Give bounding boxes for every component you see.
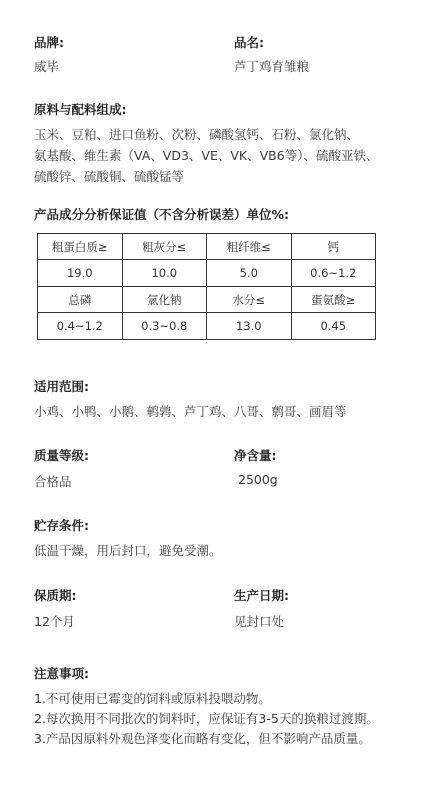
quality-value: 合格品 (34, 474, 72, 489)
scope-value: 小鸡、小鸭、小鹅、鹌鹑、芦丁鸡、八哥、鹩哥、画眉等 (34, 404, 347, 419)
table-cell: 粗蛋白质≥ (38, 234, 123, 260)
storage-value: 低温干燥，用后封口，避免受潮。 (34, 543, 222, 558)
analysis-table (37, 233, 376, 340)
ingredients-label: 原料与配料组成: (34, 102, 127, 117)
table-cell: 粗纤维≤ (207, 234, 292, 260)
note-item: 1.不可使用已霉变的饲料或原料投喂动物。 (34, 691, 271, 706)
table-row (38, 260, 376, 287)
net-content-value: 2500g (238, 472, 278, 487)
table-cell: 总磷 (38, 287, 123, 313)
production-date-label: 生产日期: (234, 588, 289, 603)
storage-label: 贮存条件: (34, 518, 89, 533)
shelf-life-label: 保质期: (34, 588, 77, 603)
table-row (38, 313, 376, 340)
brand-value: 威毕 (34, 59, 60, 74)
product-name-label: 品名: (234, 35, 264, 50)
note-item: 3.产品因原料外观色泽变化而略有变化，但不影响产品质量。 (34, 731, 371, 746)
production-date-value: 见封口处 (234, 614, 285, 629)
table-cell: 钙 (291, 234, 376, 260)
table-cell: 0.6~1.2 (291, 260, 376, 287)
table-cell: 10.0 (122, 260, 207, 287)
note-item: 2.每次换用不同批次的饲料时，应保证有3-5天的换粮过渡期。 (34, 711, 379, 726)
table-cell: 氯化钠 (122, 287, 207, 313)
table-cell: 水分≤ (207, 287, 292, 313)
table-cell: 13.0 (207, 313, 292, 340)
ingredients-line: 氨基酸、维生素（VA、VD3、VE、VK、VB6等）、硫酸亚铁、 (34, 148, 379, 163)
net-content-label: 净含量: (234, 448, 277, 463)
shelf-life-value: 12个月 (34, 614, 75, 629)
ingredients-text (34, 124, 406, 187)
table-row (38, 234, 376, 260)
table-cell: 0.3~0.8 (122, 313, 207, 340)
brand-label: 品牌: (34, 35, 64, 50)
scope-label: 适用范围: (34, 379, 89, 394)
table-row (38, 287, 376, 313)
ingredients-line: 硫酸锌、硫酸铜、硫酸锰等 (34, 169, 185, 184)
table-cell: 19.0 (38, 260, 123, 287)
table-cell: 0.45 (291, 313, 376, 340)
quality-label: 质量等级: (34, 448, 89, 463)
table-cell: 蛋氨酸≥ (291, 287, 376, 313)
notes-list (34, 689, 406, 749)
ingredients-line: 玉米、豆粕、进口鱼粉、次粉、磷酸氢钙、石粉、氯化钠、 (34, 127, 360, 142)
product-name-value: 芦丁鸡育雏粮 (234, 59, 310, 74)
notes-label: 注意事项: (34, 666, 89, 681)
table-cell: 0.4~1.2 (38, 313, 123, 340)
table-cell: 5.0 (207, 260, 292, 287)
table-cell: 粗灰分≤ (122, 234, 207, 260)
analysis-label: 产品成分分析保证值（不含分析误差）单位%: (34, 207, 290, 222)
